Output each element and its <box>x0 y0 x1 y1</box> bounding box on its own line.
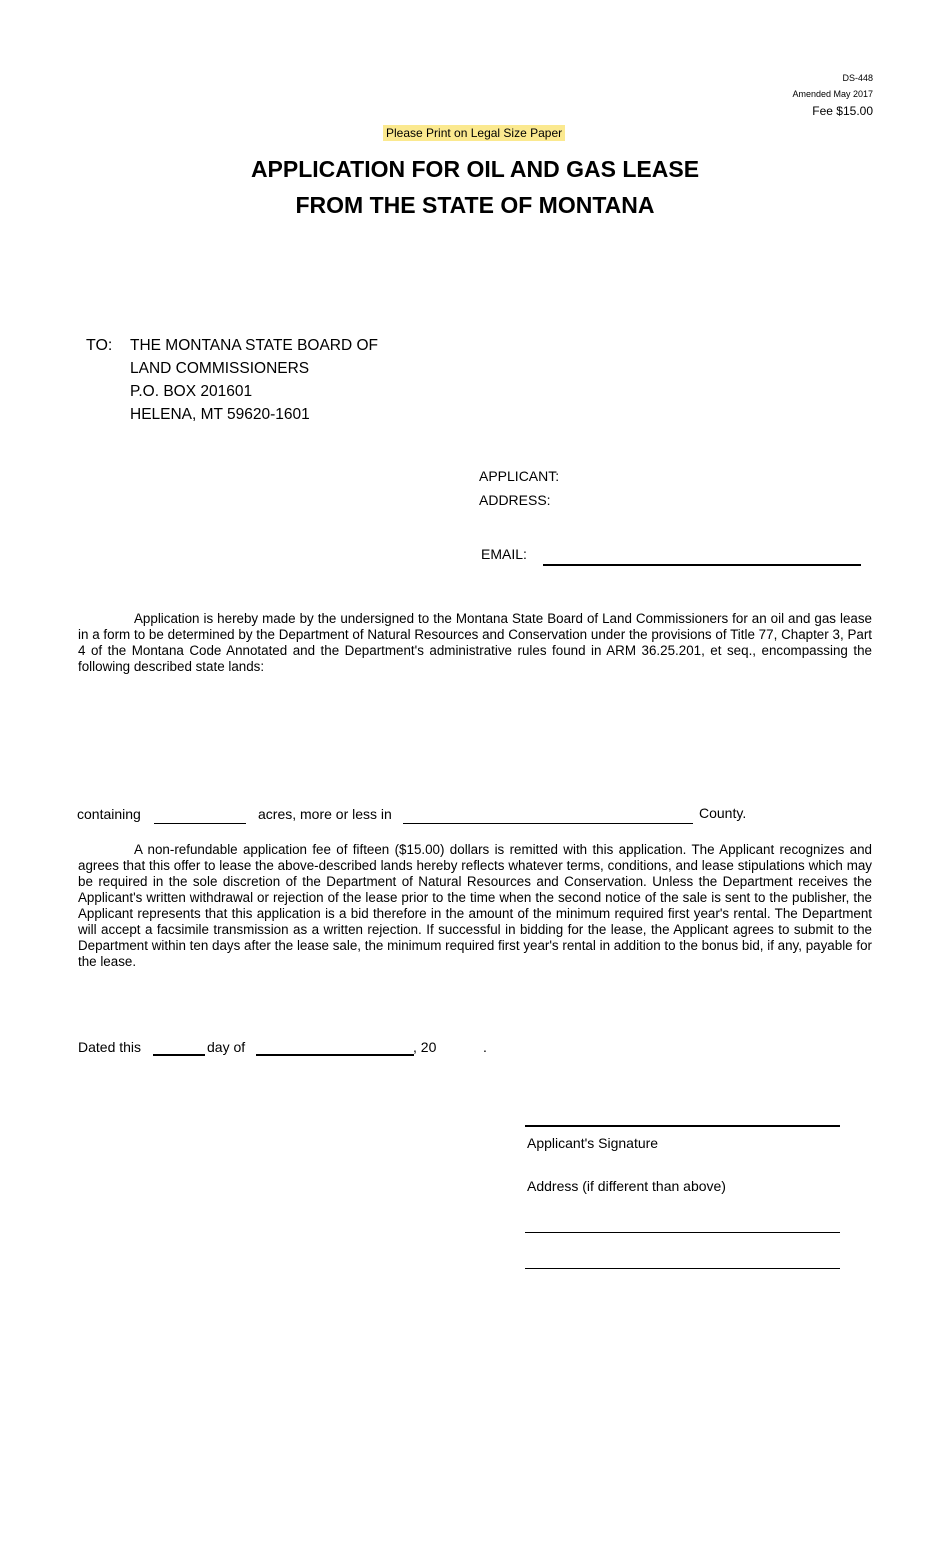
acres-label: acres, more or less in <box>258 806 392 822</box>
alt-address-field-1[interactable] <box>526 1212 839 1232</box>
recipient-line: HELENA, MT 59620-1601 <box>130 406 310 423</box>
to-label: TO: <box>86 337 113 354</box>
county-underline <box>403 823 693 824</box>
county-field[interactable] <box>405 806 690 822</box>
email-label: EMAIL: <box>481 546 527 562</box>
fee-paragraph-text: A non-refundable application fee of fifteen ($15.00) dollars is remitted with this application. The Applicant recognizes and agrees that this offer to lease the above-described lands hereby reflects whatever terms, conditions, and lease stipulations which may be required in the sole discretion of the Department of Natural Resources and Conservation. Unless the Department receives the Applicant's written withdrawal or rejection of the lease prior to the time when the second notice of the sale is sent to the publisher, the Applicant represents that this application is a bid therefore in the amount of the minimum required first year's rental. The Department will accept a facsimile transmission as a written rejection. If successful in bidding for the lease, the Applicant agrees to submit to the Department within ten days after the lease sale, the minimum required first year's rental in addition to the bonus bid, if any, payable for the lease. <box>78 842 872 969</box>
signature-field[interactable] <box>526 1106 839 1126</box>
day-field[interactable] <box>154 1038 204 1055</box>
applicant-label: APPLICANT: <box>479 468 560 484</box>
day-underline <box>153 1054 205 1056</box>
address-label: ADDRESS: <box>479 492 551 508</box>
email-underline <box>543 564 861 566</box>
alt-address-label: Address (if different than above) <box>527 1178 726 1194</box>
year-prefix-label: , 20 <box>413 1039 437 1055</box>
amended-date: Amended May 2017 <box>792 89 873 99</box>
signature-label: Applicant's Signature <box>527 1135 659 1151</box>
containing-label: containing <box>77 806 141 822</box>
month-field[interactable] <box>257 1038 412 1055</box>
recipient-line: P.O. BOX 201601 <box>130 383 253 400</box>
month-underline <box>256 1054 414 1056</box>
recipient-line: LAND COMMISSIONERS <box>130 360 310 377</box>
email-field[interactable] <box>545 546 860 564</box>
alt-address-line-2 <box>525 1268 840 1269</box>
alt-address-line-1 <box>525 1232 840 1233</box>
dated-this-label: Dated this <box>78 1039 142 1055</box>
application-paragraph <box>78 611 872 675</box>
acres-underline <box>154 823 246 824</box>
fee-paragraph <box>78 842 872 970</box>
date-period: . <box>483 1039 487 1055</box>
form-id: DS-448 <box>842 73 873 83</box>
applicant-field[interactable] <box>565 468 865 486</box>
page-title-line1: APPLICATION FOR OIL AND GAS LEASE <box>250 156 700 182</box>
signature-line <box>525 1125 840 1127</box>
acres-field[interactable] <box>155 806 245 822</box>
alt-address-field-2[interactable] <box>526 1248 839 1268</box>
page-title-line2: FROM THE STATE OF MONTANA <box>295 192 655 218</box>
print-notice: Please Print on Legal Size Paper <box>383 125 565 141</box>
fee-label: Fee $15.00 <box>812 104 873 118</box>
application-paragraph-text: Application is hereby made by the undersigned to the Montana State Board of Land Commissioners for an oil and gas lease in a form to be determined by the Department of Natural Resources and Conservation under the provisions of Title 77, Chapter 3, Part 4 of the Montana Code Annotated and the Department's administrative rules found in ARM 36.25.201, et seq., encompassing the following described state lands: <box>78 611 872 674</box>
day-of-label: day of <box>207 1039 246 1055</box>
county-label: County. <box>699 805 747 821</box>
recipient-line: THE MONTANA STATE BOARD OF <box>130 337 379 354</box>
year-field[interactable] <box>438 1038 480 1055</box>
address-field[interactable] <box>565 492 865 510</box>
